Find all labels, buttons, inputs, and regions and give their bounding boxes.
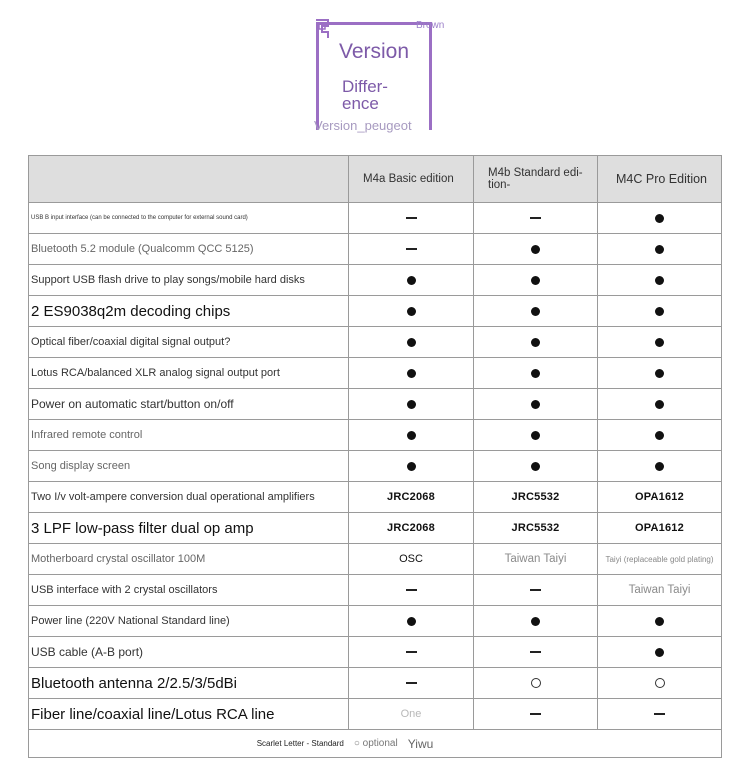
cell-value: Taiyi (replaceable gold plating): [598, 544, 722, 575]
table-row: [29, 606, 722, 637]
included-dot-icon: [474, 358, 598, 389]
feature-label: 3 LPF low-pass filter dual op amp: [29, 513, 349, 544]
feature-label: Motherboard crystal oscillator 100M: [29, 544, 349, 575]
feature-label: Bluetooth antenna 2/2.5/3/5dBi: [29, 668, 349, 699]
table-row: [29, 234, 722, 265]
included-dot-icon: [474, 296, 598, 327]
included-dot-icon: [349, 327, 474, 358]
included-dot-icon: [598, 265, 722, 296]
cell-value: JRC2068: [349, 482, 474, 513]
table-row: [29, 358, 722, 389]
table-header-row: [29, 156, 722, 203]
cell-value: OSC: [349, 544, 474, 575]
legend-scarlet: Scarlet Letter - Standard: [256, 739, 344, 748]
feature-label: Bluetooth 5.2 module (Qualcomm QCC 5125): [29, 234, 349, 265]
included-dot-icon: [474, 389, 598, 420]
feature-label: USB interface with 2 crystal oscillators: [29, 575, 349, 606]
cell-value: JRC5532: [474, 482, 598, 513]
edition-comparison-table: [28, 155, 722, 758]
not-included-dash-icon: [349, 234, 474, 265]
feature-label: Song display screen: [29, 451, 349, 482]
cell-value: Taiwan Taiyi: [474, 544, 598, 575]
included-dot-icon: [474, 420, 598, 451]
included-dot-icon: [349, 606, 474, 637]
table-row: [29, 265, 722, 296]
table-row: [29, 637, 722, 668]
table-row: [29, 513, 722, 544]
included-dot-icon: [598, 203, 722, 234]
optional-ring-icon: [474, 668, 598, 699]
logo-frame: [316, 22, 432, 130]
column-header-m4b: M4b Standard edi- tion-: [474, 156, 598, 203]
feature-label: USB B input interface (can be connected to the computer for external sound card): [29, 203, 349, 234]
cell-value: JRC2068: [349, 513, 474, 544]
feature-label: Support USB flash drive to play songs/mobile hard disks: [29, 265, 349, 296]
not-included-dash-icon: [349, 203, 474, 234]
cell-value: JRC5532: [474, 513, 598, 544]
not-included-dash-icon: [349, 668, 474, 699]
logo-caption: Version_peugeot: [314, 118, 412, 133]
feature-label: Power on automatic start/button on/off: [29, 389, 349, 420]
logo-brand: Brown: [416, 20, 445, 31]
feature-label: USB cable (A-B port): [29, 637, 349, 668]
included-dot-icon: [349, 420, 474, 451]
corner-ornament-icon: [314, 18, 332, 40]
table-row: [29, 451, 722, 482]
table-row: [29, 482, 722, 513]
table-row: [29, 544, 722, 575]
logo-title: Version: [339, 40, 410, 63]
not-included-dash-icon: [349, 575, 474, 606]
cell-value: OPA1612: [598, 513, 722, 544]
logo-subtitle: Differ- ence: [342, 77, 388, 113]
included-dot-icon: [474, 327, 598, 358]
table-row: [29, 575, 722, 606]
included-dot-icon: [598, 358, 722, 389]
table-row: [29, 296, 722, 327]
included-dot-icon: [598, 389, 722, 420]
table-row: [29, 203, 722, 234]
included-dot-icon: [349, 451, 474, 482]
feature-label: Power line (220V National Standard line): [29, 606, 349, 637]
feature-label: 2 ES9038q2m decoding chips: [29, 296, 349, 327]
feature-column-header: [29, 156, 349, 203]
cell-value: Taiwan Taiyi: [598, 575, 722, 606]
table-row: [29, 327, 722, 358]
table-footer-legend: [29, 730, 722, 758]
feature-label: Infrared remote control: [29, 420, 349, 451]
table-row: [29, 699, 722, 730]
column-header-m4c: M4C Pro Edition: [598, 156, 722, 203]
not-included-dash-icon: [349, 637, 474, 668]
included-dot-icon: [349, 358, 474, 389]
included-dot-icon: [349, 265, 474, 296]
included-dot-icon: [598, 234, 722, 265]
included-dot-icon: [598, 327, 722, 358]
feature-label: Two I/v volt-ampere conversion dual operational amplifiers: [29, 482, 349, 513]
legend-optional: ○ optional: [353, 738, 398, 749]
not-included-dash-icon: [474, 575, 598, 606]
legend-yiwu: Yiwu: [407, 736, 434, 751]
optional-ring-icon: [598, 668, 722, 699]
not-included-dash-icon: [598, 699, 722, 730]
cell-value: OPA1612: [598, 482, 722, 513]
included-dot-icon: [474, 451, 598, 482]
feature-label: Optical fiber/coaxial digital signal output?: [29, 327, 349, 358]
feature-label: Lotus RCA/balanced XLR analog signal output port: [29, 358, 349, 389]
included-dot-icon: [349, 389, 474, 420]
column-header-m4a: M4a Basic edition: [349, 156, 474, 203]
table-row: [29, 420, 722, 451]
table-row: [29, 389, 722, 420]
included-dot-icon: [598, 637, 722, 668]
included-dot-icon: [349, 296, 474, 327]
feature-label: Fiber line/coaxial line/Lotus RCA line: [29, 699, 349, 730]
cell-value: One: [349, 699, 474, 730]
not-included-dash-icon: [474, 699, 598, 730]
table-row: [29, 668, 722, 699]
version-difference-logo: [314, 18, 445, 134]
not-included-dash-icon: [474, 203, 598, 234]
included-dot-icon: [598, 296, 722, 327]
included-dot-icon: [474, 265, 598, 296]
included-dot-icon: [598, 420, 722, 451]
included-dot-icon: [598, 451, 722, 482]
included-dot-icon: [474, 234, 598, 265]
included-dot-icon: [474, 606, 598, 637]
included-dot-icon: [598, 606, 722, 637]
not-included-dash-icon: [474, 637, 598, 668]
